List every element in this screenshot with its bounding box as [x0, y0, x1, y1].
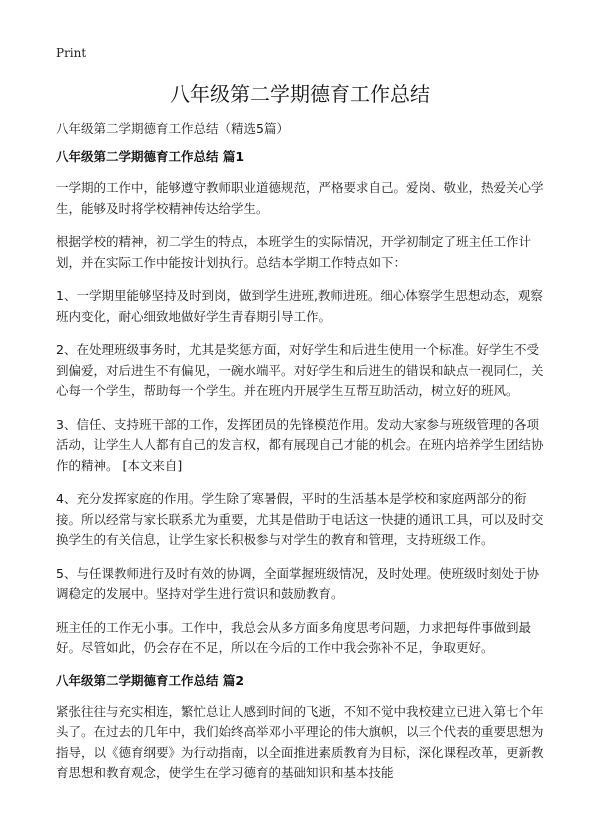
paragraph: 班主任的工作无小事。工作中，我总会从多方面多角度思考问题，力求把每件事做到最好。尽管如此，仍会存在不足，所以在今后的工作中我会弥补不足，争取更好。: [56, 619, 532, 655]
paragraph: 根据学校的精神，初二学生的特点，本班学生的实际情况，开学初制定了班主任工作计划，并在实际工作中能按计划执行。总结本学期工作特点如下：: [56, 234, 532, 270]
paragraph: 紧张往往与充实相连，繁忙总让人感到时间的飞逝，不知不觉中我校建立已进入第七个年头了。在过去的几年中，我们始终高举邓小平理论的伟大旗帜，以三个代表的重要思想为指导，以《德育纲要》为行动指南，以全面推进素质教育为目标，深化课程改革，更新教育思想和教育观念，使学生在学习德育的基础知识和基本技能: [56, 703, 544, 780]
paragraph: 一学期的工作中，能够遵守教师职业道德规范，严格要求自己。爱岗、敬业，热爱关心学生，能够及时将学校精神传达给学生。: [56, 180, 544, 216]
paragraph: 1、一学期里能够坚持及时到岗，做到学生进班,教师进班。细心体察学生思想动态，观察班内变化，耐心细致地做好学生青春期引导工作。: [56, 288, 543, 324]
section-heading: 八年级第二学期德育工作总结 篇1: [56, 149, 245, 164]
paragraph: 5、与任课教师进行及时有效的协调，全面掌握班级情况，及时处理。使班级时刻处于协调稳定的发展中。坚持对学生进行赏识和鼓励教育。: [56, 565, 539, 601]
section-1: [56, 148, 548, 659]
paragraph: 2、在处理班级事务时，尤其是奖惩方面，对好学生和后进生使用一个标准。好学生不受到偏爱，对后进生不有偏见，一碗水端平。对好学生和后进生的错误和缺点一视同仁，关心每一个学生，帮助每一个学生。并在班内开展学生互帮互助活动，树立好的班风。: [56, 342, 544, 398]
section-heading: 八年级第二学期德育工作总结 篇2: [56, 672, 245, 688]
page-title: 八年级第二学期德育工作总结: [170, 82, 430, 106]
print-label[interactable]: Print: [56, 46, 87, 60]
paragraph: 4、充分发挥家庭的作用。学生除了寒暑假，平时的生活基本是学校和家庭两部分的衔接。所以经常与家长联系尤为重要，尤其是借助于电话这一快捷的通讯工具，可以及时交换学生的有关信息，让学生家长积极参与对学生的教育和管理，支持班级工作。: [56, 491, 544, 547]
document-subtitle: 八年级第二学期德育工作总结（精选5篇）: [56, 121, 289, 136]
paragraph: 3、信任、支持班干部的工作，发挥团员的先锋模范作用。发动大家参与班级管理的各项活动，让学生人人都有自己的发言权，都有展现自己才能的机会。在班内培养学生团结协作的精神。 [本文来自]: [56, 416, 544, 473]
document-body: [56, 148, 548, 797]
section-2: [56, 672, 548, 784]
